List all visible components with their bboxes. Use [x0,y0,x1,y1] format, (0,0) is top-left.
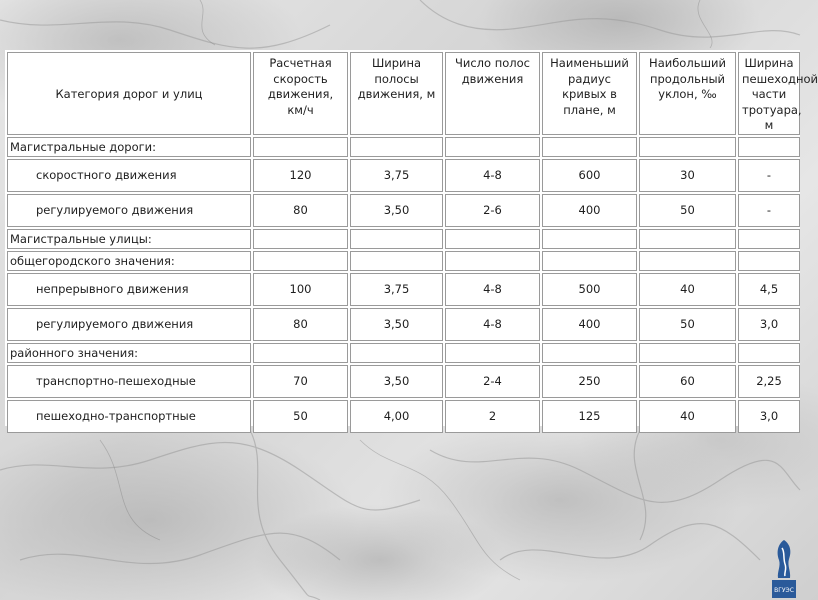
table-cell: 2,25 [738,365,800,398]
table-row [7,365,800,398]
table-cell: 600 [542,159,637,192]
table-group-row [7,137,800,157]
table-cell [639,229,736,249]
road-category-table-panel [5,50,818,426]
university-logo [770,538,798,600]
table-cell: 60 [639,365,736,398]
table-cell [542,251,637,271]
header-min-radius: Наименьший радиус кривых в плане, м [542,52,637,135]
table-cell: 4-8 [445,308,540,341]
table-cell: 125 [542,400,637,433]
table-cell [639,137,736,157]
header-design-speed: Расчетная скорость движения, км/ч [253,52,348,135]
row-label: регулируемого движения [7,308,251,341]
table-row [7,159,800,192]
table-cell [253,229,348,249]
table-cell: 500 [542,273,637,306]
table-group-row [7,343,800,363]
row-label: непрерывного движения [7,273,251,306]
table-cell: 3,50 [350,194,443,227]
table-cell: 100 [253,273,348,306]
table-cell: 50 [639,308,736,341]
header-category: Категория дорог и улиц [7,52,251,135]
table-cell: 120 [253,159,348,192]
table-cell: 4,00 [350,400,443,433]
group-label: Магистральные дороги: [7,137,251,157]
table-cell: 2 [445,400,540,433]
table-cell [639,251,736,271]
table-cell: 3,0 [738,400,800,433]
table-cell [738,137,800,157]
group-label: Магистральные улицы: [7,229,251,249]
table-cell [738,343,800,363]
group-label: общегородского значения: [7,251,251,271]
table-cell [542,229,637,249]
table-cell [542,137,637,157]
table-cell: 3,75 [350,159,443,192]
table-cell [253,137,348,157]
table-cell: 50 [253,400,348,433]
table-cell [738,251,800,271]
table-row [7,400,800,433]
table-cell [639,343,736,363]
table-cell [542,343,637,363]
svg-text:ВГУЭС: ВГУЭС [774,587,794,594]
header-row [7,52,800,135]
table-cell: 400 [542,194,637,227]
table-cell: 4-8 [445,273,540,306]
header-max-grade: Наибольший продольный уклон, ‰ [639,52,736,135]
table-cell: 3,0 [738,308,800,341]
table-cell [253,251,348,271]
table-cell: 70 [253,365,348,398]
table-cell [350,251,443,271]
table-group-row [7,229,800,249]
table-cell: 40 [639,400,736,433]
table-cell: 80 [253,194,348,227]
table-cell: 250 [542,365,637,398]
table-row [7,194,800,227]
table-cell [445,137,540,157]
table-cell [350,229,443,249]
table-cell [445,251,540,271]
table-cell: 3,50 [350,365,443,398]
table-cell: 3,75 [350,273,443,306]
table-cell: - [738,159,800,192]
table-cell [738,229,800,249]
table-cell: 2-6 [445,194,540,227]
table-cell: 40 [639,273,736,306]
header-sidewalk-width: Ширина пешеходной части тротуара, м [738,52,800,135]
table-cell: 400 [542,308,637,341]
table-cell [350,137,443,157]
row-label: пешеходно-транспортные [7,400,251,433]
table-cell [350,343,443,363]
table-cell [253,343,348,363]
table-cell [445,229,540,249]
table-cell: 2-4 [445,365,540,398]
table-row [7,308,800,341]
header-lane-count: Число полос движения [445,52,540,135]
table-group-row [7,251,800,271]
table-cell: - [738,194,800,227]
header-lane-width: Ширина полосы движения, м [350,52,443,135]
table-cell: 30 [639,159,736,192]
table-cell: 80 [253,308,348,341]
table-cell: 50 [639,194,736,227]
table-cell: 4-8 [445,159,540,192]
row-label: регулируемого движения [7,194,251,227]
group-label: районного значения: [7,343,251,363]
road-category-table [5,50,818,435]
table-row [7,273,800,306]
table-cell [445,343,540,363]
table-cell: 4,5 [738,273,800,306]
row-label: транспортно-пешеходные [7,365,251,398]
row-label: скоростного движения [7,159,251,192]
table-cell: 3,50 [350,308,443,341]
